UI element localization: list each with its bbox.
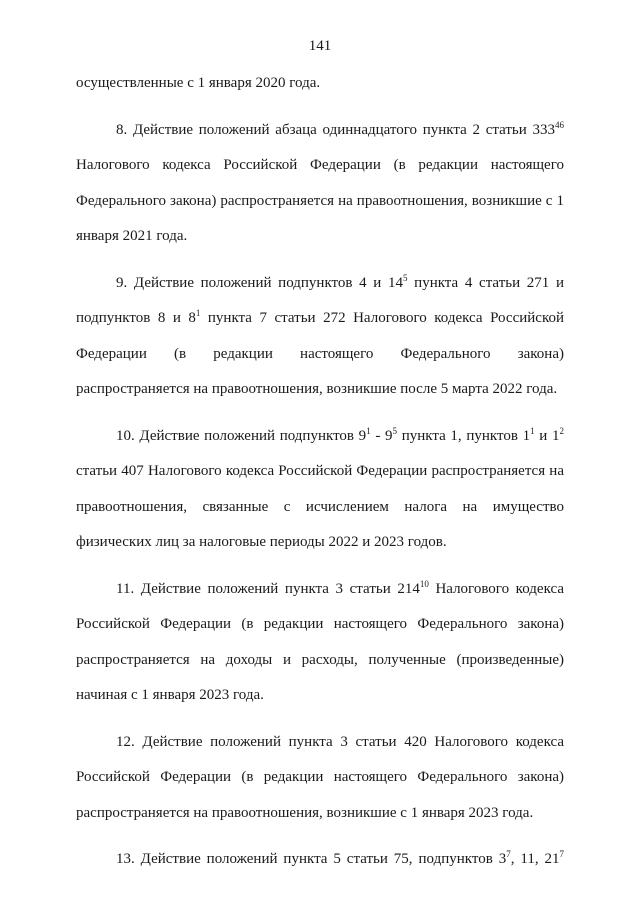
paragraph-text: 11. Действие положений пункта 3 статьи 214: [116, 580, 420, 597]
paragraph-12: [76, 725, 564, 832]
paragraph-text: 10. Действие положений подпунктов 9: [116, 427, 367, 444]
superscript: 5: [403, 272, 408, 283]
paragraph-text: пункта 1, пунктов 1: [397, 427, 531, 444]
paragraph-text: 8. Действие положений абзаца одиннадцатого пункта 2 статьи 333: [116, 121, 555, 138]
paragraph-9: [76, 266, 564, 408]
superscript: 1: [530, 425, 535, 436]
paragraph-10: [76, 419, 564, 561]
superscript: 5: [392, 425, 398, 436]
paragraph-text: 13. Действие положений пункта 5 статьи 75, подпунктов 3: [116, 851, 507, 867]
paragraph-text: и 1: [534, 427, 560, 444]
paragraph-text: пункта 7 статьи 272 Налогового кодекса Российской Федерации (в редакции настоящего Федерального закона) распространяется на правоотношения, возникшие после 5 марта 2022 года.: [76, 310, 564, 397]
superscript: 2: [559, 425, 565, 436]
superscript: 7: [559, 849, 564, 859]
superscript: 1: [366, 425, 371, 436]
document-body: [76, 66, 564, 878]
superscript: 7: [506, 849, 511, 859]
paragraph-text: Налогового кодекса Российской Федерации (в редакции настоящего Федерального закона) распространяется на доходы и расходы, полученные (произведенные) начиная с 1 января 2023 года.: [76, 580, 564, 703]
paragraph-text: 9. Действие положений подпунктов 4 и 14: [116, 274, 403, 291]
paragraph-text: , 11, 21: [510, 851, 560, 867]
superscript: 10: [419, 578, 429, 589]
paragraph-text: 12. Действие положений пункта 3 статьи 420 Налогового кодекса Российской Федерации (в редакции настоящего Федерального закона) распространяется на правоотношения, возникшие с 1 января 2023 года.: [76, 733, 564, 821]
paragraph-text: пункта 4 статьи 271 и подпунктов 8 и 8: [76, 274, 564, 326]
paragraph-text: Налогового кодекса Российской Федерации (в редакции настоящего Федерального закона) распространяется на правоотношения, возникшие с 1 января 2021 года.: [76, 157, 564, 244]
page-number: 141: [308, 38, 332, 54]
paragraph-11: [76, 572, 564, 714]
paragraph-13: [76, 842, 564, 878]
paragraph-text: статьи 407 Налогового кодекса Российской Федерации распространяется на правоотношения, связанные с исчислением налога на имущество физических лиц за налоговые периоды 2022 и 2023 годов.: [76, 463, 564, 550]
superscript: 1: [195, 308, 201, 318]
superscript: 46: [555, 119, 564, 130]
paragraph-text: осуществленные с 1 января 2020 года.: [76, 75, 321, 91]
paragraph-text: - 9: [370, 427, 393, 444]
paragraph-continuation: [76, 66, 564, 102]
paragraph-8: [76, 113, 564, 255]
